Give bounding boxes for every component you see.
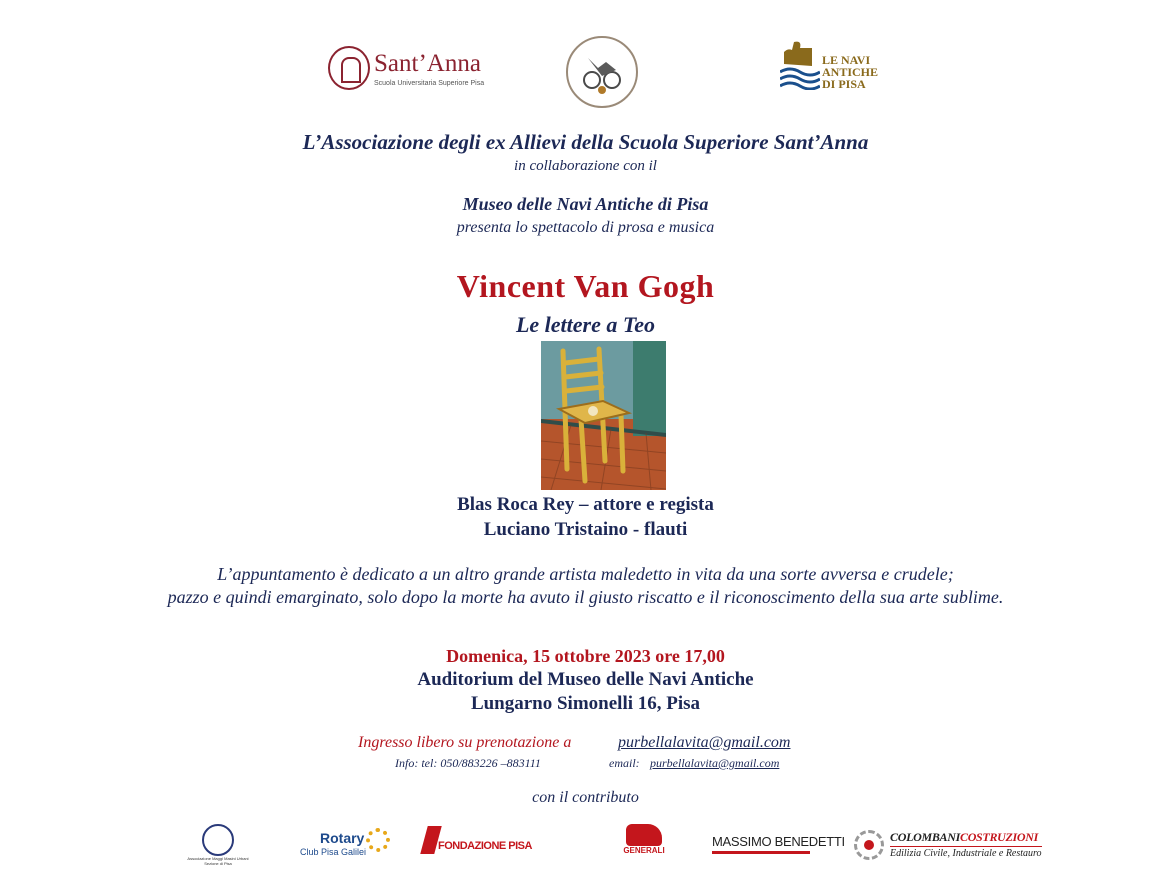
- cast-musician: Luciano Tristaino - flauti: [483, 519, 688, 540]
- navi-logo-line1: LE NAVI: [822, 53, 871, 67]
- sponsors-heading: con il contributo: [532, 789, 639, 806]
- van-gogh-chair-painting: [541, 341, 666, 490]
- description-line-2: pazzo e quindi emarginato, solo dopo la morte ha avuto il giusto riscatto e il riconoscimento della sua arte sublime.: [167, 587, 1004, 607]
- sponsor-massimo-benedetti: [712, 834, 845, 854]
- navi-logo-line2: ANTICHE: [822, 65, 879, 79]
- maggi-caption-2: Sezione di Pisa: [204, 861, 232, 866]
- colombani-gear-icon: [854, 830, 884, 860]
- rotary-name: Rotary: [320, 830, 365, 846]
- collaboration-text: in collaborazione con il: [514, 158, 657, 174]
- show-title: Vincent Van Gogh: [456, 268, 715, 304]
- generali-lion-icon: [626, 824, 662, 846]
- maggi-caption-1: Associazione Maggi Masini Urbani: [187, 856, 249, 861]
- sponsor-rotary: [300, 826, 392, 862]
- santanna-logo: [328, 46, 485, 96]
- cast-actor: Blas Roca Rey – attore e regista: [457, 494, 714, 515]
- colombani-name-b: COSTRUZIONI: [959, 830, 1039, 844]
- sponsor-fondazione-pisa: [424, 826, 532, 856]
- navi-logo-line3: DI PISA: [822, 77, 866, 91]
- booking-email-link[interactable]: purbellalavita@gmail.com: [618, 734, 791, 751]
- colombani-subtitle: Edilizia Civile, Industriale e Restauro: [890, 848, 1042, 859]
- santanna-crest-icon: [328, 46, 370, 90]
- alumni-association-seal-icon: [566, 36, 638, 108]
- info-phone: Info: tel: 050/883226 –883111: [395, 756, 541, 770]
- santanna-logo-name: Sant’Anna: [374, 50, 481, 77]
- navi-antiche-logo: [780, 38, 890, 93]
- sponsor-maggi-masini: [186, 824, 250, 870]
- sponsor-generali: [622, 824, 666, 860]
- info-email-label: email:: [609, 756, 640, 770]
- event-venue: Auditorium del Museo delle Navi Antiche: [417, 669, 754, 690]
- colombani-name-a: COLOMBANI: [890, 830, 960, 844]
- event-date: Domenica, 15 ottobre 2023 ore 17,00: [446, 646, 725, 666]
- rotary-club: Club Pisa Galilei: [300, 847, 367, 857]
- sponsor-colombani: [854, 826, 1054, 866]
- generali-name: GENERALI: [623, 846, 665, 855]
- info-email-link[interactable]: purbellalavita@gmail.com: [650, 756, 780, 770]
- massimo-underline: [712, 851, 810, 854]
- presents-text: presenta lo spettacolo di prosa e musica: [456, 219, 715, 236]
- rotary-wheel-icon: [366, 828, 390, 852]
- event-address: Lungarno Simonelli 16, Pisa: [470, 693, 701, 714]
- museum-name: Museo delle Navi Antiche di Pisa: [462, 194, 709, 214]
- colombani-name: [890, 830, 1038, 845]
- description-line-1: L’appuntamento è dedicato a un altro grande artista maledetto in vita da una sorte avversa e crudele;: [217, 564, 954, 584]
- santanna-logo-subtitle: Scuola Universitaria Superiore Pisa: [374, 80, 485, 87]
- association-heading: L’Associazione degli ex Allievi della Scuola Superiore Sant’Anna: [302, 130, 869, 154]
- show-subtitle: Le lettere a Teo: [515, 312, 656, 337]
- maggi-seal-icon: [202, 824, 234, 856]
- massimo-name: MASSIMO BENEDETTI: [712, 834, 845, 849]
- booking-text: Ingresso libero su prenotazione a: [358, 734, 572, 751]
- ship-icon: [780, 38, 820, 90]
- fondazione-name: FONDAZIONE PISA: [438, 840, 532, 852]
